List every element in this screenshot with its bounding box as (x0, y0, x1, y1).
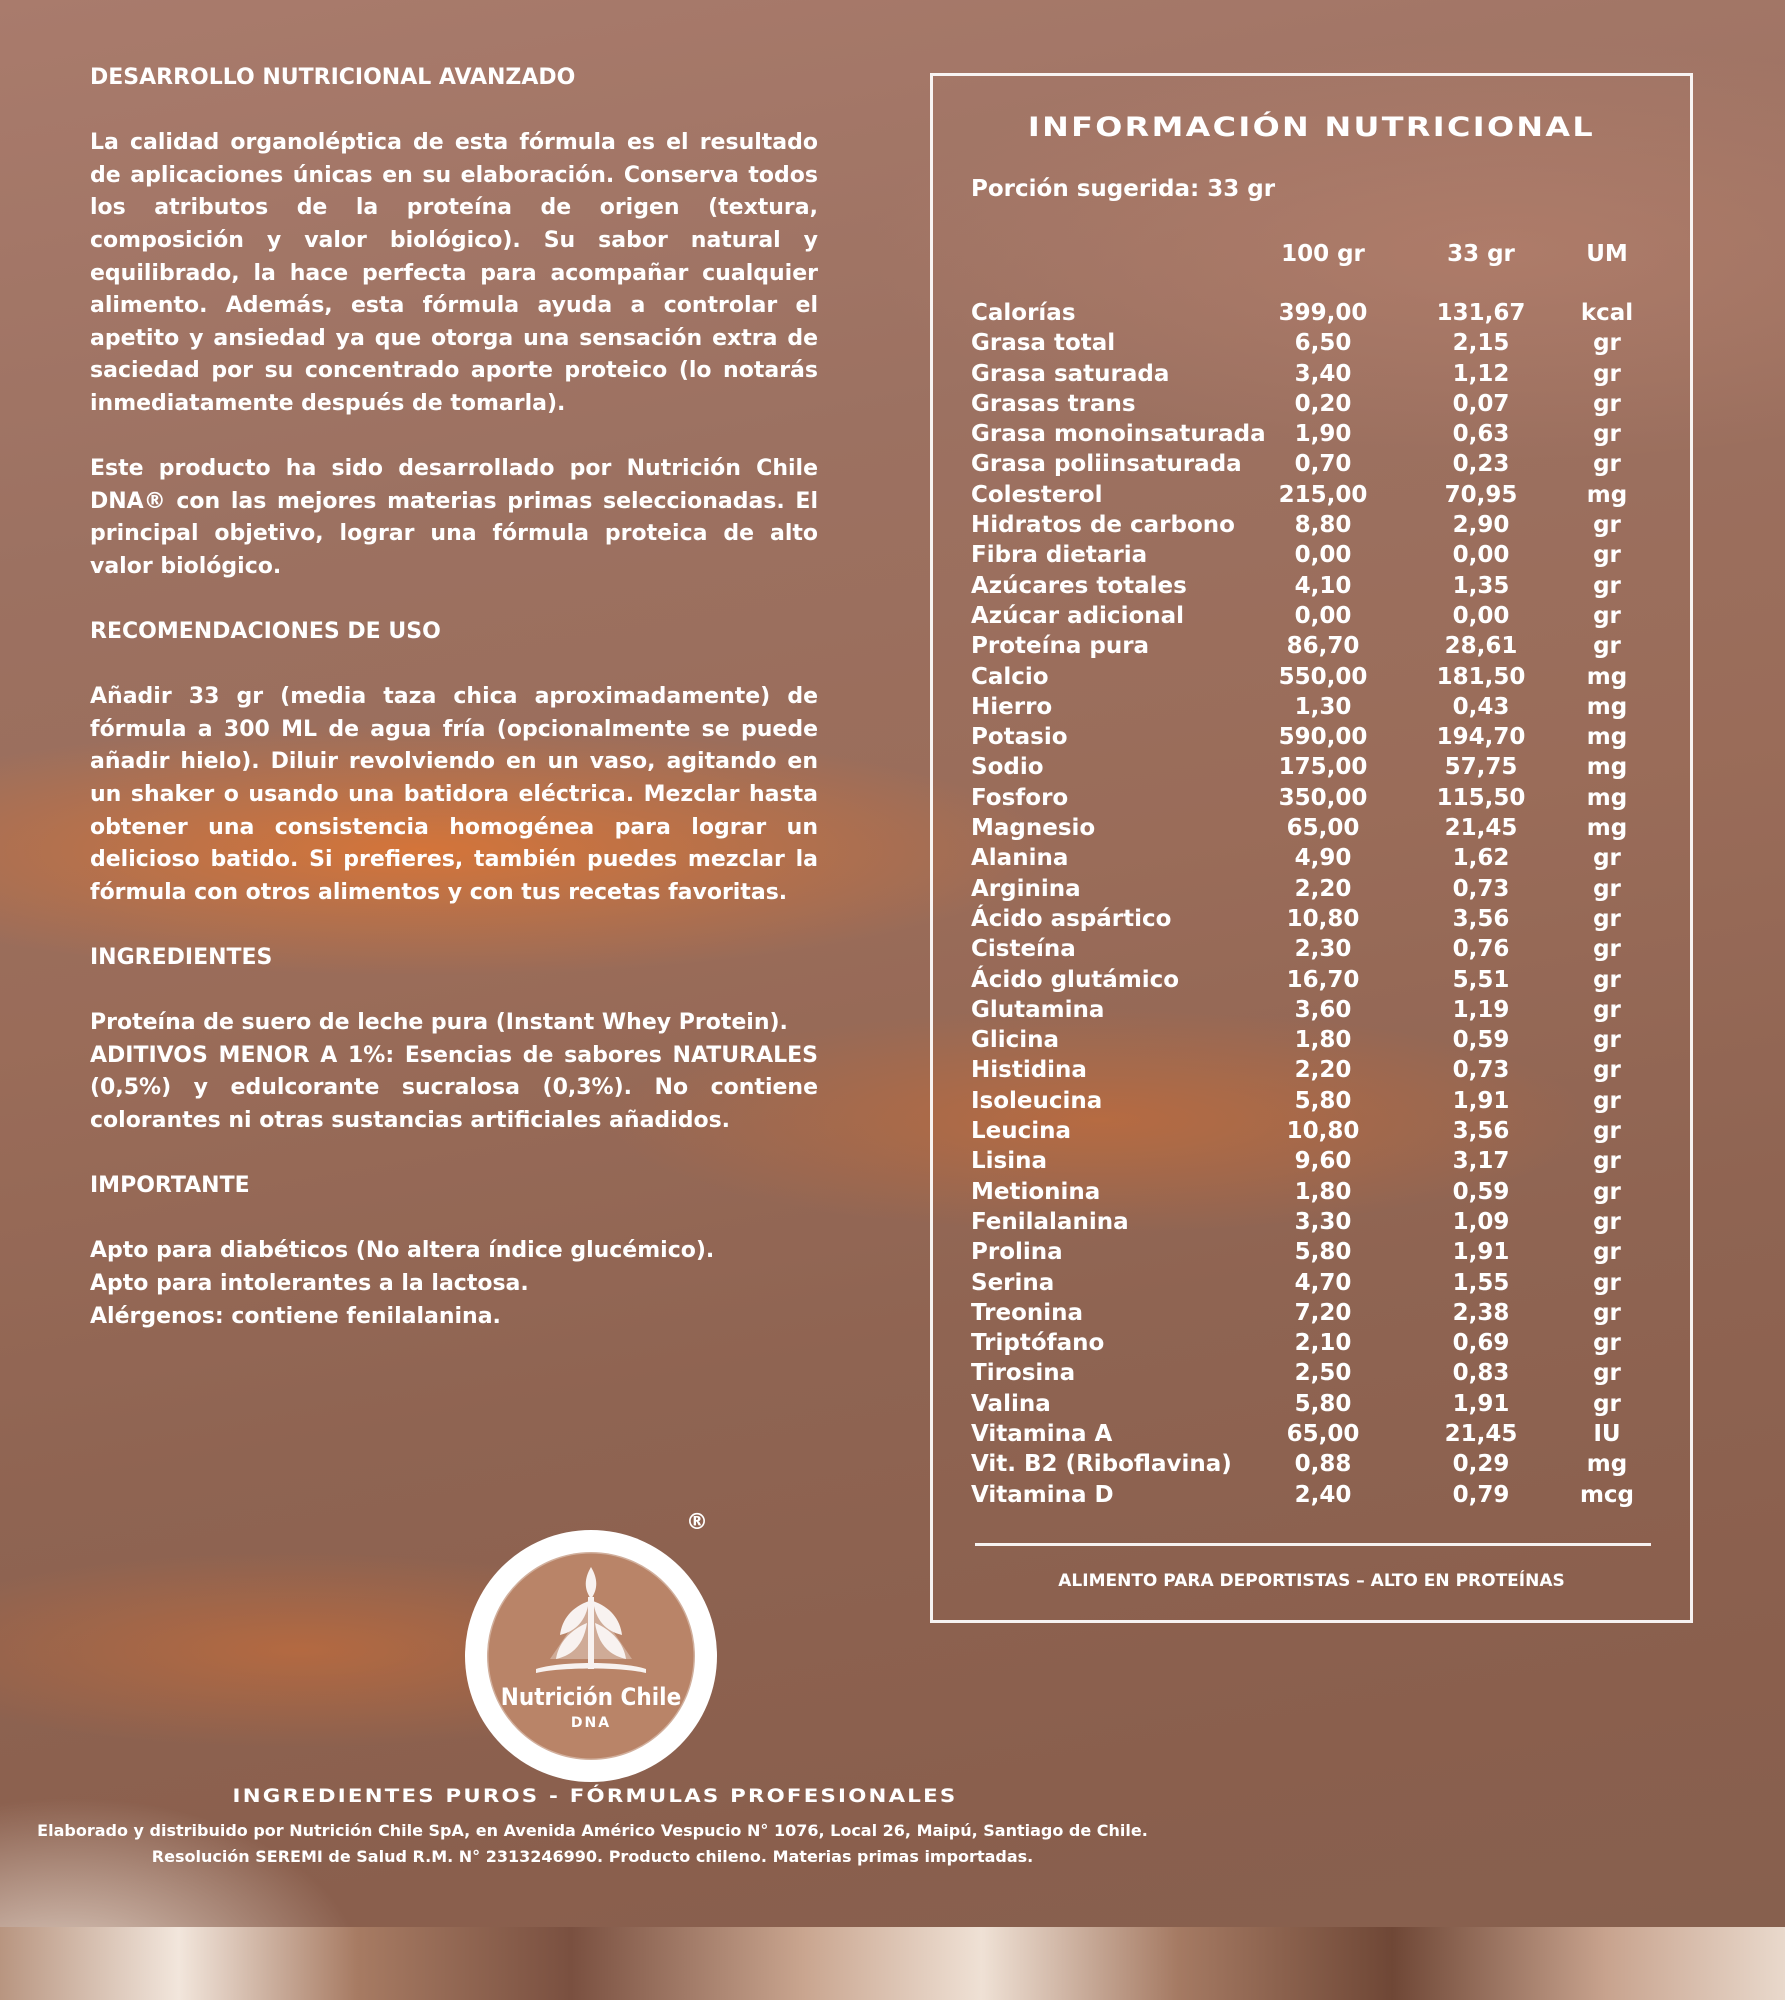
nutrient-row (933, 419, 1690, 449)
unit: mg (1586, 663, 1628, 690)
value-33gr: 28,61 (1444, 633, 1518, 660)
value-100gr: 5,80 (1294, 1239, 1352, 1266)
metallic-band (0, 1927, 1785, 2000)
value-100gr: 86,70 (1286, 633, 1360, 660)
nutrient-name: Metionina (971, 1178, 1101, 1205)
nutrient-name: Vit. B2 (Riboflavina) (971, 1451, 1232, 1478)
nutrient-name: Colesterol (971, 481, 1103, 508)
nutrient-row (933, 1116, 1690, 1146)
nutrient-row (933, 1207, 1690, 1237)
nutrient-row (933, 874, 1690, 904)
unit: gr (1593, 633, 1621, 660)
value-100gr: 1,80 (1294, 1027, 1352, 1054)
note-lactosa: Apto para intolerantes a la lactosa. (90, 1270, 529, 1296)
nutrient-row (933, 480, 1690, 510)
value-100gr: 4,90 (1294, 845, 1352, 872)
nutrient-name: Ácido glutámico (971, 966, 1180, 993)
value-33gr: 2,38 (1452, 1299, 1510, 1326)
value-100gr: 0,20 (1294, 390, 1352, 417)
unit: gr (1593, 966, 1621, 993)
value-100gr: 3,60 (1294, 996, 1352, 1023)
unit: gr (1593, 421, 1621, 448)
registered-mark: ® (686, 1510, 708, 1535)
value-100gr: 4,70 (1294, 1269, 1352, 1296)
value-100gr: 1,80 (1294, 1178, 1352, 1205)
paragraph-producto: Este producto ha sido desarrollado por Nutrición Chile DNA® con las mejores materias primas seleccionadas. El principal objetivo, lograr una fórmula proteica de alto valor biológico. (90, 456, 818, 579)
value-100gr: 10,80 (1286, 1118, 1360, 1145)
nutrient-name: Grasa saturada (971, 360, 1170, 387)
nutrient-row (933, 904, 1690, 934)
nutrient-name: Fosforo (971, 784, 1069, 811)
unit: gr (1593, 1390, 1621, 1417)
value-33gr: 181,50 (1436, 663, 1526, 690)
unit: gr (1593, 1057, 1621, 1084)
unit: gr (1593, 1239, 1621, 1266)
nutrient-row (933, 934, 1690, 964)
value-100gr: 350,00 (1278, 784, 1368, 811)
credits-line-1: Elaborado y distribuido por Nutrición Chile SpA, en Avenida Américo Vespucio N° 1076, Local 26, Maipú, Santiago de Chile. (37, 1821, 1148, 1840)
value-33gr: 1,19 (1452, 996, 1510, 1023)
nutrient-name: Ácido aspártico (971, 905, 1172, 932)
brand-logo (462, 1527, 720, 1785)
value-33gr: 0,00 (1452, 602, 1510, 629)
nutrient-row (933, 1025, 1690, 1055)
unit: gr (1593, 1360, 1621, 1387)
value-33gr: 3,56 (1452, 1118, 1510, 1145)
nutrient-name: Azúcar adicional (971, 602, 1185, 629)
nutrient-name: Grasa monoinsaturada (971, 421, 1266, 448)
unit: mg (1586, 481, 1628, 508)
value-33gr: 0,79 (1452, 1481, 1510, 1508)
note-alergenos: Alérgenos: contiene fenilalanina. (90, 1303, 501, 1329)
logo-name: Nutrición Chile (500, 1683, 682, 1711)
nutrient-name: Hidratos de carbono (971, 512, 1235, 539)
value-100gr: 175,00 (1278, 754, 1368, 781)
nutrient-row (933, 662, 1690, 692)
value-100gr: 590,00 (1278, 724, 1368, 751)
value-100gr: 215,00 (1278, 481, 1368, 508)
value-100gr: 8,80 (1294, 512, 1352, 539)
nutrient-name: Cisteína (971, 936, 1076, 963)
nutrition-rows (933, 298, 1690, 1510)
logo-sub: DNA (570, 1715, 612, 1731)
nutrient-row (933, 752, 1690, 782)
value-100gr: 7,20 (1294, 1299, 1352, 1326)
nutrient-row (933, 1449, 1690, 1479)
nutrient-name: Grasa poliinsaturada (971, 451, 1242, 478)
nutrient-row (933, 965, 1690, 995)
nutrient-name: Isoleucina (971, 1087, 1103, 1114)
nutrient-row (933, 601, 1690, 631)
value-33gr: 70,95 (1444, 481, 1518, 508)
value-100gr: 0,00 (1294, 542, 1352, 569)
value-33gr: 1,62 (1452, 845, 1510, 872)
unit: gr (1593, 845, 1621, 872)
unit: gr (1593, 572, 1621, 599)
value-33gr: 1,91 (1452, 1087, 1510, 1114)
value-100gr: 10,80 (1286, 905, 1360, 932)
value-100gr: 4,10 (1294, 572, 1352, 599)
unit: gr (1593, 996, 1621, 1023)
value-100gr: 2,10 (1294, 1330, 1352, 1357)
value-33gr: 0,29 (1452, 1451, 1510, 1478)
heading-ingredientes: INGREDIENTES (90, 945, 273, 971)
nutrient-name: Serina (971, 1269, 1055, 1296)
value-100gr: 2,30 (1294, 936, 1352, 963)
header-um: UM (1586, 241, 1628, 267)
nutrient-row (933, 1298, 1690, 1328)
nutrient-row (933, 1419, 1690, 1449)
unit: gr (1593, 330, 1621, 357)
value-33gr: 194,70 (1436, 724, 1526, 751)
value-33gr: 57,75 (1444, 754, 1518, 781)
description-column (90, 62, 818, 1333)
nutrient-name: Glutamina (971, 996, 1105, 1023)
value-33gr: 0,76 (1452, 936, 1510, 963)
nutrient-name: Vitamina D (971, 1481, 1114, 1508)
value-100gr: 65,00 (1286, 815, 1360, 842)
value-33gr: 3,17 (1452, 1148, 1510, 1175)
unit: gr (1593, 1269, 1621, 1296)
nutrient-name: Valina (971, 1390, 1051, 1417)
unit: gr (1593, 1148, 1621, 1175)
divider (975, 1543, 1651, 1546)
value-33gr: 0,73 (1452, 875, 1510, 902)
unit: mg (1586, 815, 1628, 842)
nutrient-row (933, 1177, 1690, 1207)
value-100gr: 2,20 (1294, 1057, 1352, 1084)
note-diabeticos: Apto para diabéticos (No altera índice glucémico). (90, 1238, 715, 1264)
nutrient-row (933, 1389, 1690, 1419)
value-100gr: 0,70 (1294, 451, 1352, 478)
nutrient-name: Leucina (971, 1118, 1072, 1145)
unit: gr (1593, 1027, 1621, 1054)
nutrient-name: Proteína pura (971, 633, 1150, 660)
value-100gr: 1,30 (1294, 693, 1352, 720)
value-33gr: 0,69 (1452, 1330, 1510, 1357)
unit: gr (1593, 905, 1621, 932)
nutrient-row (933, 540, 1690, 570)
portion-size: Porción sugerida: 33 gr (971, 176, 1276, 202)
value-33gr: 5,51 (1452, 966, 1510, 993)
value-33gr: 0,59 (1452, 1027, 1510, 1054)
value-33gr: 0,63 (1452, 421, 1510, 448)
value-33gr: 0,07 (1452, 390, 1510, 417)
nutrient-row (933, 631, 1690, 661)
unit: kcal (1580, 300, 1634, 326)
heading-importante: IMPORTANTE (90, 1173, 250, 1199)
value-33gr: 1,91 (1452, 1239, 1510, 1266)
nutrient-row (933, 328, 1690, 358)
unit: gr (1593, 1299, 1621, 1326)
nutrition-title: INFORMACIÓN NUTRICIONAL (1027, 112, 1596, 143)
unit: gr (1593, 1118, 1621, 1145)
value-33gr: 131,67 (1436, 300, 1526, 326)
unit: mg (1586, 754, 1628, 781)
footer-credits (0, 1818, 1185, 1870)
header-100gr: 100 gr (1281, 241, 1365, 267)
nutrient-name: Glicina (971, 1027, 1060, 1054)
value-33gr: 1,09 (1452, 1208, 1510, 1235)
value-100gr: 3,40 (1294, 360, 1352, 387)
paragraph-uso: Añadir 33 gr (media taza chica aproximadamente) de fórmula a 300 ML de agua fría (opcionalmente se puede añadir hielo). Diluir revolviendo en un vaso, agitando en un shaker o usando una batidora eléctrica. Mezclar hasta obtener una consistencia homogénea para lograr un delicioso batido. Si prefieres, también puedes mezclar la fórmula con otros alimentos y con tus recetas favoritas. (90, 684, 818, 905)
nutrient-row (933, 1146, 1690, 1176)
unit: gr (1593, 542, 1621, 569)
nutrition-footnote: ALIMENTO PARA DEPORTISTAS – ALTO EN PROTEÍNAS (1058, 1571, 1565, 1591)
nutrient-row (933, 813, 1690, 843)
value-33gr: 0,00 (1452, 542, 1510, 569)
paragraph-calidad: La calidad organoléptica de esta fórmula es el resultado de aplicaciones únicas en su elaboración. Conserva todos los atributos de la proteína de origen (textura, composición y valor biológico). Su sabor natural y equilibrado, la hace perfecta para acompañar cualquier alimento. Además, esta fórmula ayuda a controlar el apetito y ansiedad ya que otorga una sensación extra de saciedad por su concentrado aporte proteico (lo notarás inmediatamente después de tomarla). (90, 130, 818, 416)
nutrient-row (933, 722, 1690, 752)
nutrient-row (933, 298, 1690, 328)
unit: gr (1593, 1087, 1621, 1114)
value-33gr: 0,83 (1452, 1360, 1510, 1387)
value-100gr: 6,50 (1294, 330, 1352, 357)
nutrient-name: Triptófano (971, 1330, 1105, 1357)
nutrient-row (933, 1086, 1690, 1116)
unit: mcg (1579, 1481, 1635, 1508)
nutrient-name: Fenilalanina (971, 1208, 1129, 1235)
value-100gr: 2,40 (1294, 1481, 1352, 1508)
unit: gr (1593, 451, 1621, 478)
unit: mg (1586, 724, 1628, 751)
value-33gr: 1,91 (1452, 1390, 1510, 1417)
nutrient-name: Potasio (971, 724, 1068, 751)
value-33gr: 0,59 (1452, 1178, 1510, 1205)
nutrient-name: Calcio (971, 663, 1049, 690)
nutrient-name: Alanina (971, 845, 1069, 872)
paragraph-proteina: Proteína de suero de leche pura (Instant Whey Protein). (90, 1010, 788, 1036)
value-100gr: 5,80 (1294, 1390, 1352, 1417)
nutrient-row (933, 995, 1690, 1025)
value-33gr: 2,15 (1452, 330, 1510, 357)
nutrient-row (933, 571, 1690, 601)
value-100gr: 399,00 (1278, 300, 1368, 326)
value-100gr: 16,70 (1286, 966, 1360, 993)
value-100gr: 2,20 (1294, 875, 1352, 902)
value-100gr: 5,80 (1294, 1087, 1352, 1114)
nutrient-name: Lisina (971, 1148, 1048, 1175)
unit: mg (1586, 693, 1628, 720)
value-33gr: 1,12 (1452, 360, 1510, 387)
unit: gr (1593, 1330, 1621, 1357)
nutrition-panel (930, 73, 1693, 1623)
nutrient-row (933, 1237, 1690, 1267)
nutrient-name: Magnesio (971, 815, 1096, 842)
value-100gr: 65,00 (1286, 1420, 1360, 1447)
value-33gr: 1,35 (1452, 572, 1510, 599)
value-33gr: 1,55 (1452, 1269, 1510, 1296)
nutrient-row (933, 692, 1690, 722)
value-33gr: 0,23 (1452, 451, 1510, 478)
nutrient-row (933, 1268, 1690, 1298)
value-33gr: 21,45 (1444, 815, 1518, 842)
nutrient-row (933, 783, 1690, 813)
value-33gr: 0,43 (1452, 693, 1510, 720)
value-100gr: 9,60 (1294, 1148, 1352, 1175)
nutrient-name: Treonina (971, 1299, 1084, 1326)
credits-line-2: Resolución SEREMI de Salud R.M. N° 2313246990. Producto chileno. Materias primas importadas. (151, 1847, 1034, 1866)
unit: mg (1586, 1451, 1628, 1478)
unit: gr (1593, 1208, 1621, 1235)
nutrient-name: Azúcares totales (971, 572, 1187, 599)
nutrient-name: Calorías (971, 300, 1076, 326)
nutrient-row (933, 359, 1690, 389)
unit: gr (1593, 360, 1621, 387)
value-100gr: 1,90 (1294, 421, 1352, 448)
value-100gr: 0,00 (1294, 602, 1352, 629)
value-33gr: 3,56 (1452, 905, 1510, 932)
nutrient-name: Vitamina A (971, 1420, 1113, 1447)
nutrient-name: Histidina (971, 1057, 1087, 1084)
unit: gr (1593, 875, 1621, 902)
value-100gr: 550,00 (1278, 663, 1368, 690)
nutrient-name: Grasas trans (971, 390, 1136, 417)
heading-recomendaciones: RECOMENDACIONES DE USO (90, 619, 441, 645)
nutrient-name: Grasa total (971, 330, 1116, 357)
nutrient-name: Tirosina (971, 1360, 1076, 1387)
nutrient-name: Prolina (971, 1239, 1063, 1266)
nutrient-row (933, 1480, 1690, 1510)
unit: gr (1593, 936, 1621, 963)
heading-desarrollo: DESARROLLO NUTRICIONAL AVANZADO (90, 65, 576, 90)
unit: IU (1593, 1420, 1621, 1447)
nutrient-row (933, 843, 1690, 873)
nutrient-name: Arginina (971, 875, 1081, 902)
unit: gr (1593, 512, 1621, 539)
value-100gr: 2,50 (1294, 1360, 1352, 1387)
value-33gr: 115,50 (1436, 784, 1526, 811)
paragraph-aditivos: ADITIVOS MENOR A 1%: Esencias de sabores NATURALES (0,5%) y edulcorante sucralosa (0,3%). No contiene colorantes ni otras sustancias artificiales añadidos. (90, 1042, 818, 1133)
value-33gr: 0,73 (1452, 1057, 1510, 1084)
value-100gr: 0,88 (1294, 1451, 1352, 1478)
unit: gr (1593, 602, 1621, 629)
unit: gr (1593, 390, 1621, 417)
nutrient-name: Sodio (971, 754, 1044, 781)
nutrient-row (933, 389, 1690, 419)
brand-tagline: INGREDIENTES PUROS - FÓRMULAS PROFESIONALES (232, 1785, 958, 1807)
nutrient-name: Fibra dietaria (971, 542, 1148, 569)
nutrient-row (933, 1055, 1690, 1085)
nutrient-name: Hierro (971, 693, 1053, 720)
unit: mg (1586, 784, 1628, 811)
nutrient-row (933, 1328, 1690, 1358)
nutrient-row (933, 449, 1690, 479)
header-33gr: 33 gr (1447, 241, 1515, 267)
value-33gr: 21,45 (1444, 1420, 1518, 1447)
nutrient-row (933, 510, 1690, 540)
value-100gr: 3,30 (1294, 1208, 1352, 1235)
unit: gr (1593, 1178, 1621, 1205)
nutrient-row (933, 1358, 1690, 1388)
value-33gr: 2,90 (1452, 512, 1510, 539)
